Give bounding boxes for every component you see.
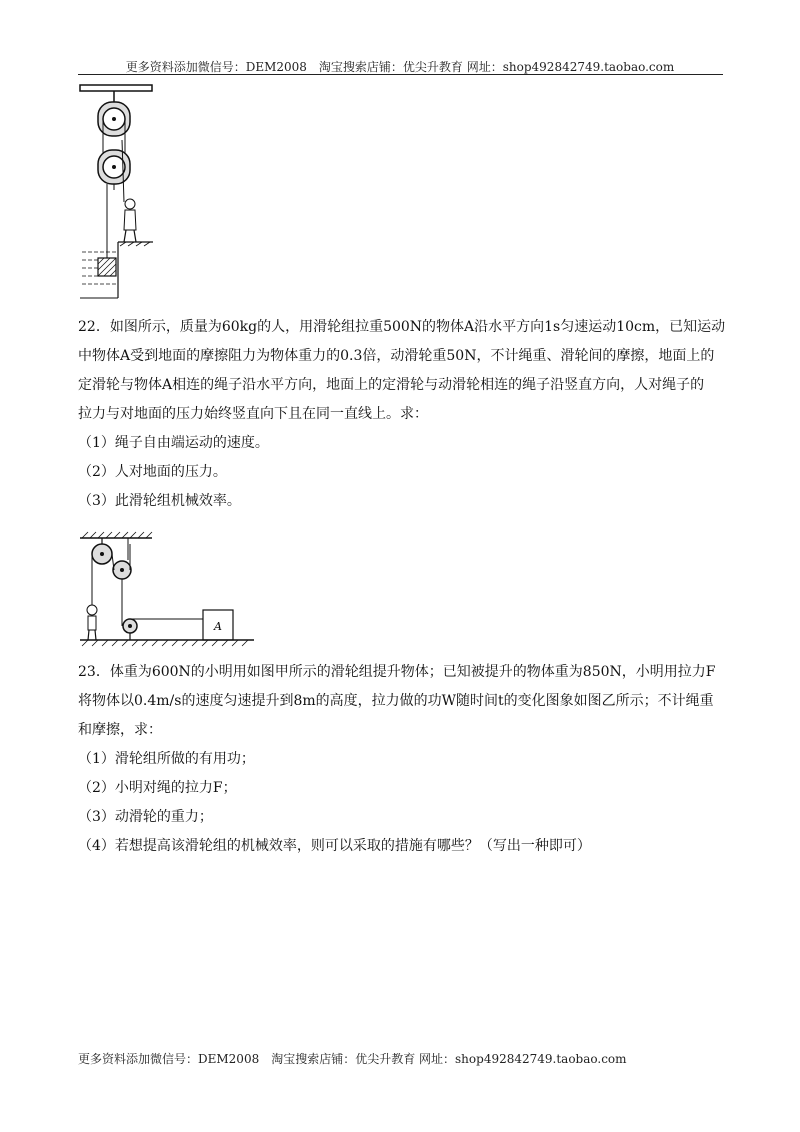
pulley-figure-a bbox=[78, 530, 258, 650]
pulley-figure-top bbox=[78, 80, 198, 300]
q23-line-3: 和摩擦，求： bbox=[78, 722, 162, 738]
q22-sub-1: （1）绳子自由端运动的速度。 bbox=[78, 435, 269, 451]
question-23 bbox=[78, 658, 728, 861]
page-footer: 更多资料添加微信号：DEM2008 淘宝搜索店铺：优尖升教育 网址：shop492842749.taobao.com bbox=[78, 1052, 627, 1066]
object-a-label: A bbox=[214, 620, 222, 633]
question-22 bbox=[78, 313, 728, 516]
q23-sub-1: （1）滑轮组所做的有用功； bbox=[78, 751, 255, 767]
q22-sub-2: （2）人对地面的压力。 bbox=[78, 464, 227, 480]
q23-sub-2: （2）小明对绳的拉力F； bbox=[78, 780, 237, 796]
q22-line-2: 中物体A受到地面的摩擦阻力为物体重力的0.3倍，动滑轮重50N，不计绳重、滑轮间的摩擦，地面上的 bbox=[78, 348, 715, 364]
q23-line-2: 将物体以0.4m/s的速度匀速提升到8m的高度，拉力做的功W随时间t的变化图象如图乙所示；不计绳重 bbox=[78, 693, 714, 709]
header-rule bbox=[78, 74, 723, 75]
q22-sub-3: （3）此滑轮组机械效率。 bbox=[78, 493, 241, 509]
q23-line-1: 23．体重为600N的小明用如图甲所示的滑轮组提升物体；已知被提升的物体重为850N，小明用拉力F bbox=[78, 664, 716, 680]
page-header: 更多资料添加微信号：DEM2008 淘宝搜索店铺：优尖升教育 网址：shop492842749.taobao.com bbox=[125, 60, 675, 74]
q22-line-3: 定滑轮与物体A相连的绳子沿水平方向，地面上的定滑轮与动滑轮相连的绳子沿竖直方向，人对绳子的 bbox=[78, 377, 705, 393]
q23-sub-3: （3）动滑轮的重力； bbox=[78, 809, 213, 825]
q23-sub-4: （4）若想提高该滑轮组的机械效率，则可以采取的措施有哪些？（写出一种即可） bbox=[78, 838, 591, 854]
q22-line-1: 22．如图所示，质量为60kg的人，用滑轮组拉重500N的物体A沿水平方向1s匀速运动10cm，已知运动 bbox=[78, 319, 726, 335]
q22-line-4: 拉力与对地面的压力始终竖直向下且在同一直线上。求： bbox=[78, 406, 428, 422]
